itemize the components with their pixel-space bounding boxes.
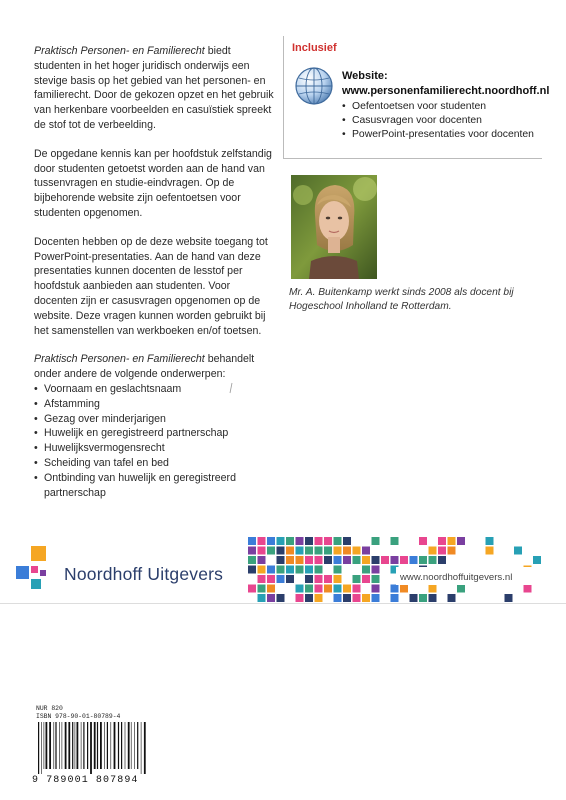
mosaic-tile xyxy=(296,547,304,555)
mosaic-tile xyxy=(505,594,513,602)
barcode-bar xyxy=(125,722,126,769)
mosaic-tile xyxy=(457,537,465,545)
mosaic-tile xyxy=(362,575,370,583)
mosaic-tile xyxy=(448,594,456,602)
mosaic-tile xyxy=(258,575,266,583)
barcode-bar xyxy=(141,722,142,774)
mosaic-tile xyxy=(362,556,370,564)
barcode-bar xyxy=(55,722,56,769)
mosaic-tile xyxy=(391,594,399,602)
barcode-bar xyxy=(49,722,51,769)
mosaic-tile xyxy=(315,547,323,555)
mosaic-tile xyxy=(305,594,313,602)
mosaic-tile xyxy=(486,537,494,545)
mosaic-tile xyxy=(248,566,256,574)
mosaic-tile xyxy=(315,575,323,583)
barcode-bar xyxy=(72,722,73,769)
mosaic-tile xyxy=(267,575,275,583)
mosaic-tile xyxy=(419,594,427,602)
barcode-number: 9 789001 807894 xyxy=(32,775,139,786)
barcode-bar xyxy=(128,722,130,769)
mosaic-tile xyxy=(324,556,332,564)
mosaic-tile xyxy=(353,547,361,555)
self-test-paragraph: De opgedane kennis kan per hoofdstuk zelfstandig door studenten getoetst worden aan de hand van tussenvragen en studie-eindvragen. Op de bijbehorende website zijn oefentoetsen voor studenten opgenomen. xyxy=(34,147,272,219)
mosaic-tile xyxy=(315,594,323,602)
mosaic-tile xyxy=(277,575,285,583)
mosaic-tile xyxy=(334,594,342,602)
teacher-paragraph: Docenten hebben op de deze website toegang tot PowerPoint-presentaties. Aan de hand van deze presentaties kunnen docenten de lesstof per hoofdstuk aanbieden aan studenten. Voor docenten zijn er casusvragen opgenomen op de website. Deze vragen kunnen worden gebruikt bij het samenstellen van werkboeken en/of toetsen. xyxy=(34,235,268,337)
mosaic-tile xyxy=(277,556,285,564)
book-title-inline: Praktisch Personen- en Familierecht xyxy=(34,353,205,366)
mosaic-tile xyxy=(258,594,266,602)
mosaic-tile xyxy=(315,556,323,564)
mosaic-tile xyxy=(296,556,304,564)
mosaic-tile xyxy=(343,547,351,555)
publisher-name: Noordhoff Uitgevers xyxy=(64,564,224,584)
barcode-bar xyxy=(68,722,70,769)
mosaic-tile xyxy=(248,556,256,564)
website-url[interactable]: www.personenfamilierecht.noordhoff.nl xyxy=(342,85,550,97)
mosaic-tile xyxy=(324,585,332,593)
inclusief-title: Inclusief xyxy=(292,42,337,54)
barcode-bar xyxy=(104,722,105,769)
mosaic-tile xyxy=(353,575,361,583)
mosaic-tile xyxy=(286,537,294,545)
mosaic-tile xyxy=(305,547,313,555)
author-caption: Mr. A. Buitenkamp werkt sinds 2008 als docent bij Hogeschool Inholland te Rotterdam. xyxy=(289,287,514,312)
barcode-bar xyxy=(59,722,60,769)
topics-intro-text: behandelt onder andere de volgende onderwerpen: xyxy=(34,353,255,381)
barcode-bar xyxy=(114,722,116,769)
mosaic-tile xyxy=(343,585,351,593)
inclusief-box xyxy=(283,36,550,159)
barcode-bar xyxy=(83,722,84,769)
mosaic-tile xyxy=(277,594,285,602)
book-title-inline: Praktisch Personen- en Familierecht xyxy=(34,45,205,57)
mosaic-tile xyxy=(315,585,323,593)
mosaic-tile xyxy=(343,556,351,564)
mosaic-tile xyxy=(334,585,342,593)
mosaic-tile xyxy=(286,575,294,583)
mosaic-tile xyxy=(277,547,285,555)
mosaic-tile xyxy=(267,547,275,555)
mosaic-tile xyxy=(296,537,304,545)
barcode-bar xyxy=(65,722,67,769)
isbn-code: ISBN 978-90-01-80789-4 xyxy=(36,713,121,720)
mosaic-tile xyxy=(391,556,399,564)
mosaic-tile xyxy=(286,556,294,564)
mosaic-tile xyxy=(372,594,380,602)
mosaic-tile xyxy=(362,547,370,555)
description-column xyxy=(34,44,274,500)
mosaic-tile xyxy=(448,537,456,545)
barcode-bar xyxy=(90,722,92,774)
mosaic-tile xyxy=(334,556,342,564)
mosaic-tile xyxy=(429,556,437,564)
barcode-bar xyxy=(118,722,119,769)
topic-list xyxy=(34,382,274,500)
barcode-bar xyxy=(41,722,42,774)
barcode-bar xyxy=(107,722,108,769)
website-feature-item: • Oefentoetsen voor studenten xyxy=(342,100,534,114)
mosaic-tile xyxy=(248,537,256,545)
topics-intro-paragraph xyxy=(34,352,274,382)
mosaic-tile xyxy=(448,547,456,555)
barcode-bar xyxy=(100,722,102,769)
mosaic-tile xyxy=(277,537,285,545)
topic-item: • Gezag over minderjarigen xyxy=(34,412,274,427)
mosaic-tile xyxy=(296,566,304,574)
mosaic-tile xyxy=(258,547,266,555)
mosaic-tile xyxy=(419,537,427,545)
mosaic-tile xyxy=(324,575,332,583)
mosaic-tile xyxy=(372,537,380,545)
print-speck xyxy=(228,382,234,394)
mosaic-tile xyxy=(286,547,294,555)
mosaic-tile xyxy=(248,547,256,555)
mosaic-tile xyxy=(410,556,418,564)
mosaic-tile xyxy=(305,575,313,583)
website-feature-item: • PowerPoint-presentaties voor docenten xyxy=(342,128,534,142)
mosaic-tile xyxy=(334,537,342,545)
mosaic-tile xyxy=(296,594,304,602)
barcode-bar xyxy=(137,722,138,769)
mosaic-tile xyxy=(362,594,370,602)
topic-item: • Huwelijksvermogensrecht xyxy=(34,441,274,456)
mosaic-tile xyxy=(305,537,313,545)
nur-code: NUR 820 xyxy=(36,705,63,712)
mosaic-tile xyxy=(419,556,427,564)
mosaic-tile xyxy=(315,537,323,545)
mosaic-tile xyxy=(305,566,313,574)
mosaic-tile xyxy=(391,585,399,593)
barcode-bar xyxy=(144,722,146,774)
barcode-bar xyxy=(134,722,135,769)
mosaic-tile xyxy=(286,566,294,574)
mosaic-tile xyxy=(353,585,361,593)
barcode-bar xyxy=(54,722,55,769)
mosaic-tile xyxy=(324,537,332,545)
mosaic-tile xyxy=(381,556,389,564)
mosaic-tile xyxy=(267,594,275,602)
mosaic-tile xyxy=(305,556,313,564)
barcode-bar xyxy=(62,722,63,769)
topic-item: • Voornaam en geslachtsnaam xyxy=(34,382,274,397)
barcode-bar xyxy=(131,722,132,769)
barcode-bar xyxy=(81,722,82,769)
mosaic-tile xyxy=(334,566,342,574)
mosaic-tile xyxy=(296,585,304,593)
barcode-bar xyxy=(75,722,76,769)
mosaic-tile xyxy=(438,547,446,555)
intro-text: biedt studenten in het hoger juridisch onderwijs een stevige basis op het gebied van het personen- en familierecht. Door de gekozen opzet en het gebruik van herkenbare voorbeelden en casuïstiek spreekt de stof tot de verbeelding. xyxy=(34,45,274,131)
mosaic-tile xyxy=(315,566,323,574)
mosaic-tile xyxy=(438,537,446,545)
mosaic-tile xyxy=(343,594,351,602)
mosaic-tile xyxy=(353,556,361,564)
barcode-bar xyxy=(77,722,79,769)
mosaic-tile xyxy=(372,556,380,564)
mosaic-tile xyxy=(362,566,370,574)
mosaic-tile xyxy=(258,585,266,593)
barcode-bar xyxy=(97,722,98,769)
noordhoff-logo-icon xyxy=(16,546,58,594)
mosaic-tile xyxy=(334,575,342,583)
topic-item: • Ontbinding van huwelijk en geregistreerd partnerschap xyxy=(34,471,274,501)
mosaic-tile xyxy=(305,585,313,593)
mosaic-tile xyxy=(258,537,266,545)
intro-paragraph xyxy=(34,44,274,133)
website-label: Website: xyxy=(342,70,388,82)
mosaic-tile xyxy=(391,537,399,545)
author-photo xyxy=(291,175,377,279)
mosaic-tile xyxy=(400,585,408,593)
mosaic-tile xyxy=(334,547,342,555)
mosaic-tile xyxy=(514,547,522,555)
barcode-bar xyxy=(87,722,88,769)
barcode-bar xyxy=(46,722,48,769)
website-features-list xyxy=(342,100,534,142)
barcode-bar xyxy=(44,722,45,769)
barcode-bar xyxy=(38,722,39,774)
topic-item: • Huwelijk en geregistreerd partnerschap xyxy=(34,426,274,441)
mosaic-tile xyxy=(372,575,380,583)
mosaic-tile xyxy=(438,556,446,564)
mosaic-tile xyxy=(372,585,380,593)
mosaic-tile xyxy=(486,547,494,555)
color-mosaic xyxy=(248,536,548,604)
topic-item: • Scheiding van tafel en bed xyxy=(34,456,274,471)
barcode-bar xyxy=(94,722,96,769)
mosaic-tile xyxy=(372,566,380,574)
topic-item: • Afstamming xyxy=(34,397,274,412)
mosaic-tile xyxy=(343,537,351,545)
mosaic-tile xyxy=(353,594,361,602)
mosaic-tile xyxy=(400,556,408,564)
mosaic-tile xyxy=(267,566,275,574)
barcode-bar xyxy=(121,722,122,769)
mosaic-tile xyxy=(324,547,332,555)
mosaic-tile xyxy=(429,547,437,555)
barcode-icon xyxy=(36,722,146,774)
mosaic-tile xyxy=(258,566,266,574)
mosaic-tile xyxy=(248,585,256,593)
mosaic-tile xyxy=(429,594,437,602)
mosaic-tile xyxy=(533,556,541,564)
globe-icon xyxy=(294,66,334,106)
mosaic-tile xyxy=(267,585,275,593)
mosaic-tile xyxy=(277,566,285,574)
mosaic-tile xyxy=(258,556,266,564)
mosaic-tile xyxy=(524,585,532,593)
website-feature-item: • Casusvragen voor docenten xyxy=(342,114,534,128)
publisher-url[interactable]: www.noordhoffuitgevers.nl xyxy=(400,572,513,583)
mosaic-tile xyxy=(429,585,437,593)
mosaic-tile xyxy=(410,594,418,602)
mosaic-tile xyxy=(267,537,275,545)
barcode-bar xyxy=(111,722,112,769)
mosaic-tile xyxy=(457,585,465,593)
